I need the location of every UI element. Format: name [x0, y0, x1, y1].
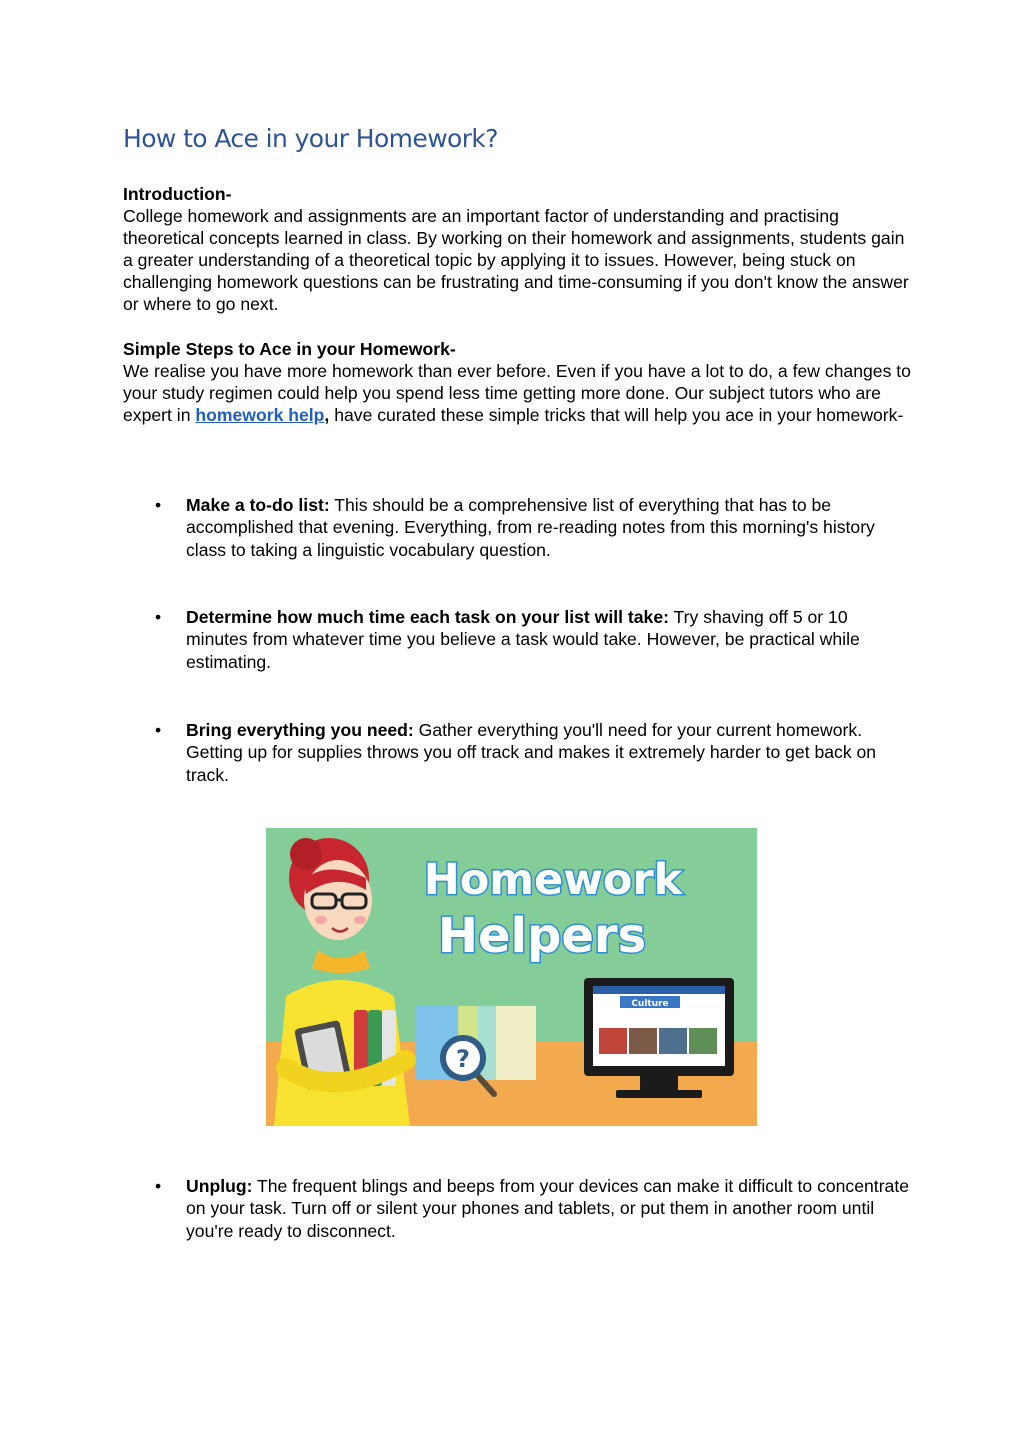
steps-body [123, 360, 913, 426]
screen-brand: Culture [631, 999, 669, 1009]
introduction-heading: Introduction- [123, 184, 232, 204]
steps-heading: Simple Steps to Ace in your Homework- [123, 339, 456, 359]
list-item-title: Determine how much time each task on your list will take: [186, 607, 669, 627]
bullet-icon: • [155, 720, 162, 740]
introduction-body: College homework and assignments are an important factor of understanding and practising theoretical concepts learned in class. By working on their homework and assignments, students gain a greater understanding of a theoretical topic by applying it to issues. However, being stuck on challenging homework questions can be frustrating and time-consuming if you don't know the answer or where to go next. [123, 206, 909, 314]
homework-help-link[interactable]: homework help [195, 405, 325, 425]
steps-body-end: have curated these simple tricks that will help you ace in your homework- [329, 405, 904, 425]
svg-text:?: ? [456, 1045, 470, 1073]
bullet-icon: • [155, 495, 162, 515]
list-item-text: The frequent blings and beeps from your devices can make it difficult to concentrate on your task. Turn off or silent your phones and tablets, or put them in another room until you're ready to disconnect. [186, 1176, 910, 1241]
folder-cream [496, 1006, 536, 1080]
list-item-text: Try shaving off 5 or 10 minutes from whatever time you believe a task would take. However, be practical while estimating. [186, 607, 860, 672]
link-comma: , [324, 405, 330, 425]
list-item-title: Make a to-do list: [186, 495, 330, 515]
list-item-title: Bring everything you need: [186, 720, 414, 740]
list-item-text: This should be a comprehensive list of everything that has to be accomplished that evening. Everything, from re-reading notes from this morning's history class to taking a linguistic vocabulary question. [186, 495, 875, 560]
steps-body-start: We realise you have more homework than ever before. Even if you have a lot to do, a few changes to your study regimen could help you spend less time getting more done. Our subject tutors who are expert in [123, 361, 911, 425]
monitor-stand [616, 1090, 702, 1098]
list-item-title: Unplug: [186, 1176, 253, 1196]
illustration-headline-2: Helpers [437, 908, 647, 964]
list-item-text: Gather everything you'll need for your current homework. Getting up for supplies throws you off track and makes it extremely harder to get back on track. [186, 720, 877, 785]
homework-helpers-illustration [266, 828, 757, 1126]
illustration-headline-1: Homework [423, 855, 683, 905]
steps-section [123, 338, 913, 426]
introduction-section [123, 183, 913, 315]
bullet-icon: • [155, 1176, 162, 1196]
page-title: How to Ace in your Homework? [123, 124, 498, 153]
bullet-icon: • [155, 607, 162, 627]
